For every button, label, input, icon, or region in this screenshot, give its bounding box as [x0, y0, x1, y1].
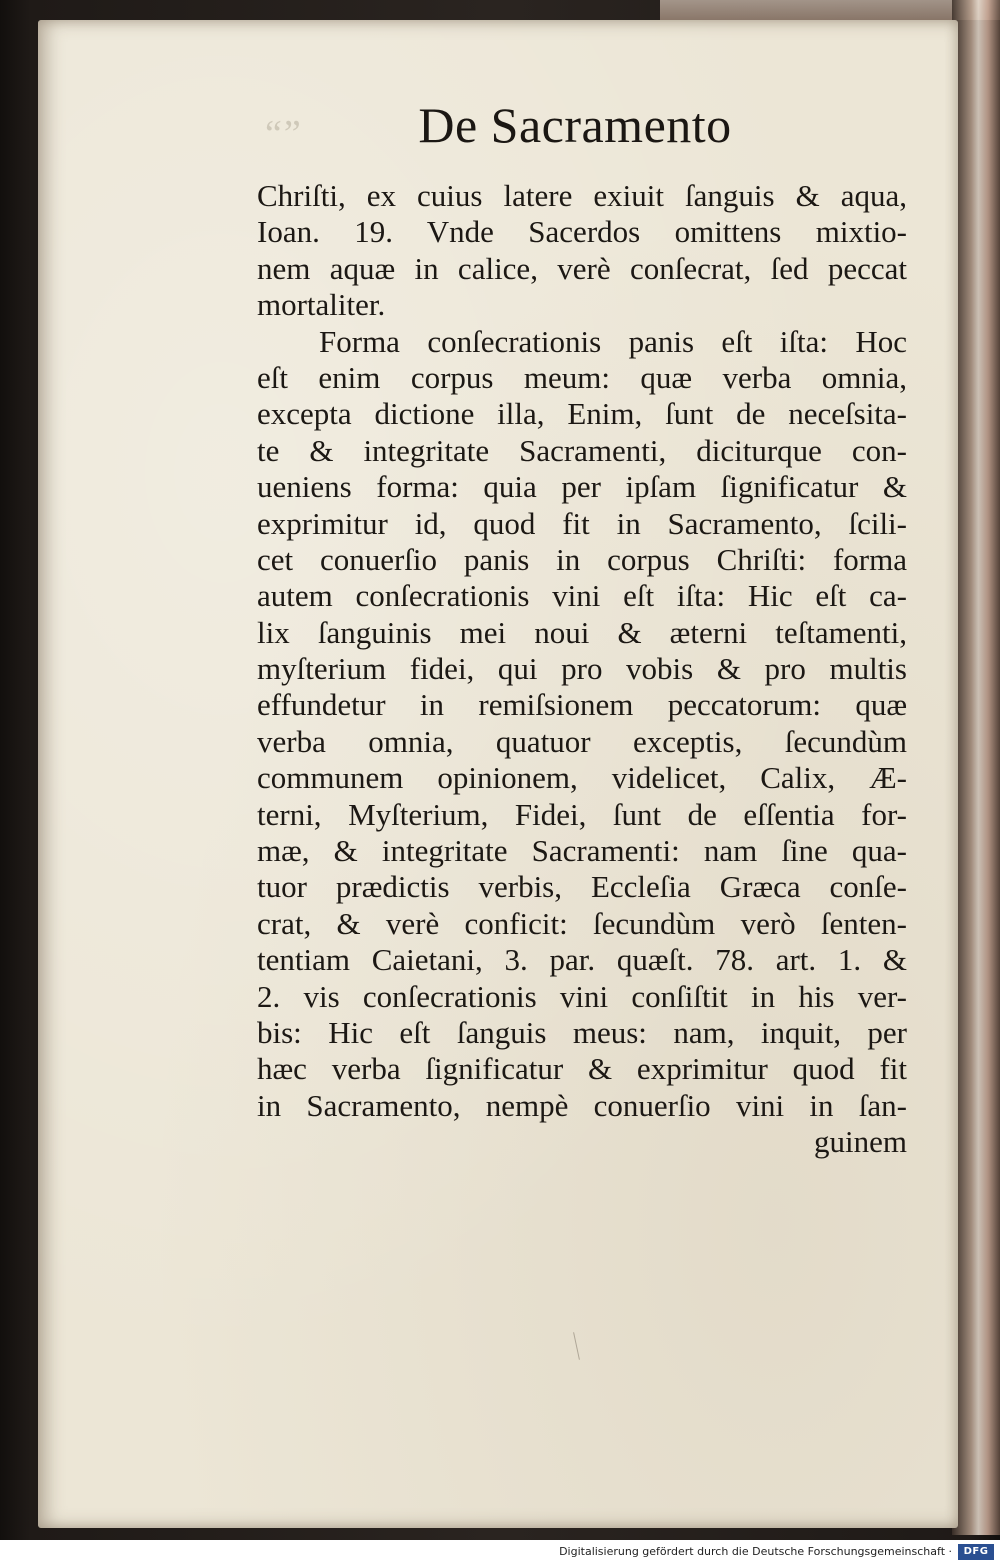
text-line: 2. vis conſecrationis vini conſiſtit in his ver-	[257, 978, 907, 1014]
show-through-mark: “”	[265, 113, 303, 155]
paragraph-start-line: Forma conſecrationis panis eſt iſta: Hoc	[319, 323, 907, 359]
text-line: eſt enim corpus meum: quæ verba omnia,	[257, 359, 907, 395]
text-line: Ioan. 19. Vnde Sacerdos omittens mixtio-	[257, 214, 907, 250]
text-line: excepta dictione illa, Enim, ſunt de neceſsita-	[257, 396, 907, 432]
text-line: te & integritate Sacramenti, diciturque con-	[257, 432, 907, 468]
text-line: exprimitur id, quod fit in Sacramento, ſcili-	[257, 505, 907, 541]
text-line: terni, Myſterium, Fidei, ſunt de eſſentia for-	[257, 796, 907, 832]
text-line: mortaliter.	[257, 287, 386, 323]
text-line: hæc verba ſignificatur & exprimitur quod fit	[257, 1051, 907, 1087]
body-text	[257, 178, 907, 1161]
text-line: nem aquæ in calice, verè conſecrat, ſed peccat	[257, 250, 907, 286]
funding-credit: Digitalisierung gefördert durch die Deutsche Forschungsgemeinschaft ·	[559, 1545, 952, 1558]
text-line: tentiam Caietani, 3. par. quæſt. 78. art. 1. &	[257, 942, 907, 978]
book-fore-edge	[952, 0, 1000, 1535]
text-line: cet conuerſio panis in corpus Chriſti: forma	[257, 541, 907, 577]
text-line: autem conſecrationis vini eſt iſta: Hic eſt ca-	[257, 578, 907, 614]
text-line: bis: Hic eſt ſanguis meus: nam, inquit, per	[257, 1014, 907, 1050]
text-line: mæ, & integritate Sacramenti: nam ſine qua-	[257, 833, 907, 869]
text-line: myſterium fidei, qui pro vobis & pro multis	[257, 651, 907, 687]
catchword: guinem	[814, 1124, 907, 1160]
text-line: communem opinionem, videlicet, Calix, Æ-	[257, 760, 907, 796]
text-line: crat, & verè conficit: ſecundùm verò ſenten-	[257, 905, 907, 941]
page-top-edge	[660, 0, 1000, 20]
text-line: Chriſti, ex cuius latere exiuit ſanguis & aqua,	[257, 178, 907, 213]
text-line: effundetur in remiſsionem peccatorum: quæ	[257, 687, 907, 723]
digitization-footer	[0, 1540, 1000, 1565]
running-head: De Sacramento	[418, 97, 732, 153]
text-line: tuor prædictis verbis, Eccleſia Græca conſe-	[257, 869, 907, 905]
text-line: ueniens forma: quia per ipſam ſignificatur &	[257, 469, 907, 505]
text-line: verba omnia, quatuor exceptis, ſecundùm	[257, 723, 907, 759]
text-line: lix ſanguinis mei noui & æterni teſtamenti,	[257, 614, 907, 650]
dfg-logo: DFG	[958, 1544, 994, 1560]
text-line: in Sacramento, nempè conuerſio vini in ſan-	[257, 1087, 907, 1123]
